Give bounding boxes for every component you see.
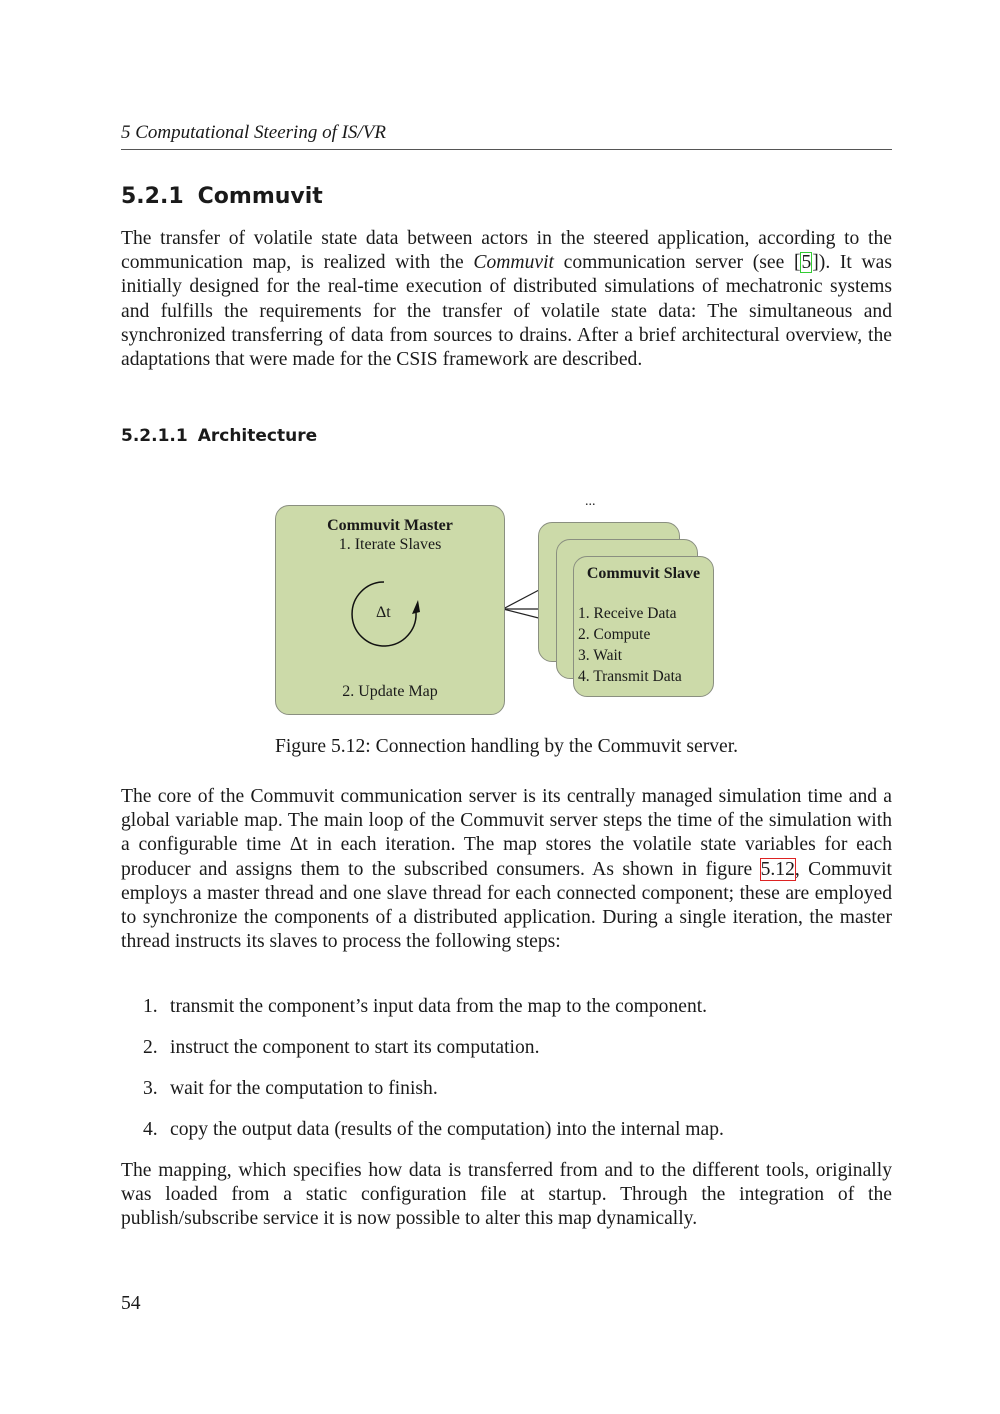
list-number: 4. <box>143 1119 158 1140</box>
steps-list <box>143 995 892 1159</box>
section-heading <box>121 184 323 209</box>
master-title: Commuvit Master <box>327 517 453 534</box>
cycle-arrow-icon <box>348 574 428 654</box>
commuvit-slave-box <box>573 556 714 697</box>
list-item <box>143 1118 892 1142</box>
slave-step: 1. Receive Data <box>578 605 677 622</box>
text-span: communication server (see [ <box>553 252 801 274</box>
list-number: 1. <box>143 996 158 1017</box>
list-item <box>143 995 892 1019</box>
slave-title: Commuvit Slave <box>586 565 701 582</box>
citation-link[interactable]: 5 <box>801 252 812 274</box>
connector-lines <box>121 490 892 730</box>
commuvit-master-box <box>275 505 505 715</box>
more-slaves-ellipsis: ... <box>585 494 596 509</box>
mapping-paragraph: The mapping, which specifies how data is transferred from and to the different tools, originally was loaded from a static configuration file at startup. Through the integration of the publish/subscribe service it is now possible to alter this map dynamically. <box>121 1160 892 1230</box>
slave-step: 2. Compute <box>578 626 651 643</box>
slave-step: 4. Transmit Data <box>578 668 682 685</box>
slave-steps <box>574 603 713 687</box>
running-head: 5 Computational Steering of IS/VR <box>121 121 892 150</box>
list-text: wait for the computation to finish. <box>170 1078 438 1099</box>
section-title: Commuvit <box>197 184 323 209</box>
list-text: copy the output data (results of the computation) into the internal map. <box>170 1119 724 1140</box>
slave-step: 3. Wait <box>578 647 623 664</box>
subsection-title: Architecture <box>197 426 318 446</box>
figure-caption: Figure 5.12: Connection handling by the Commuvit server. <box>274 736 739 757</box>
text-span: The core of the Commuvit communication server is its centrally managed simulation time and a global variable map. The main loop of the Commuvit server steps the time of the simulation with a configurable time Δt in each iteration. The map stores the volatile state variables for each producer and assigns them to the subscribed consumers. As shown in figure <box>121 786 892 880</box>
list-number: 2. <box>143 1037 158 1058</box>
list-item <box>143 1036 892 1060</box>
subsection-heading <box>121 426 317 446</box>
subsection-number: 5.2.1.1 <box>121 426 188 446</box>
list-text: instruct the component to start its computation. <box>170 1037 540 1058</box>
delta-t-label: Δt <box>376 604 391 621</box>
core-paragraph <box>121 785 892 954</box>
page-number: 54 <box>121 1293 141 1314</box>
text-span: The transfer of volatile state data between actors in the steered application, according to the communication map, is realized with the <box>121 228 892 274</box>
master-step-2: 2. Update Map <box>342 683 438 700</box>
intro-paragraph <box>121 227 892 372</box>
section-number: 5.2.1 <box>121 184 184 209</box>
figure-connection-handling <box>121 490 892 730</box>
text-span: ]). It was initially designed for the real-time execution of distributed simulations of mechatronic systems and fulfills the requirements for the transfer of volatile state data: The simultaneous and synchronized transferring of data from sources to drains. After a brief architectural overview, the adaptations that were made for the CSIS framework are described. <box>121 252 893 371</box>
figure-reference-link[interactable]: 5.12 <box>760 858 795 880</box>
list-text: transmit the component’s input data from the map to the component. <box>170 996 708 1017</box>
text-span: , Commuvit employs a master thread and one slave thread for each connected component; these are employed to synchronize the components of a distributed application. During a single iteration, the master thread instructs its slaves to process the following steps: <box>121 858 892 953</box>
master-step-1: 1. Iterate Slaves <box>338 536 442 553</box>
list-number: 3. <box>143 1078 158 1099</box>
list-item <box>143 1077 892 1101</box>
emphasis-commuvit: Commuvit <box>473 252 554 274</box>
